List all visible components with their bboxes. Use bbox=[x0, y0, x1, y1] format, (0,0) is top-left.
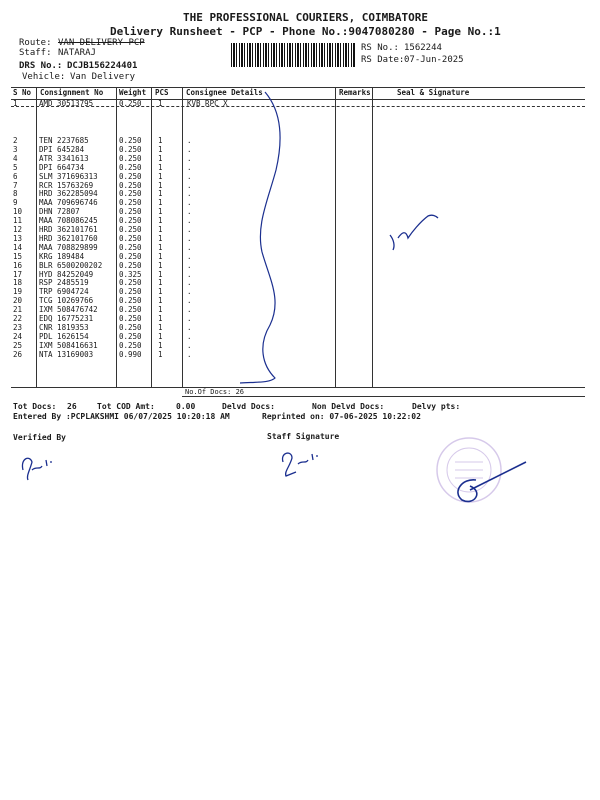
row-weight: 0.250 bbox=[119, 314, 142, 323]
row-sno: 13 bbox=[13, 233, 23, 243]
row-weight: 0.250 bbox=[119, 180, 142, 190]
entered-by: Entered By :PCPLAKSHMI 06/07/2025 10:20:18 AM bbox=[13, 412, 230, 421]
route-label: Route: bbox=[19, 38, 52, 48]
row-sno: 17 bbox=[13, 269, 23, 279]
row-weight: 0.990 bbox=[119, 349, 142, 359]
row-consignment: HRD 362285094 bbox=[39, 189, 98, 199]
row-sno: 1 bbox=[13, 99, 18, 108]
row-consignee-dot: . bbox=[187, 269, 192, 279]
company-title: THE PROFESSIONAL COURIERS, COIMBATORE bbox=[183, 11, 429, 24]
rs-no-value: 1562244 bbox=[404, 43, 442, 53]
row-consignment: TRP 6904724 bbox=[39, 287, 89, 297]
tot-docs-value: 26 bbox=[67, 402, 77, 411]
col-header-weight: Weight bbox=[119, 88, 147, 97]
row-consignment: MAA 708829899 bbox=[39, 242, 98, 252]
row-consignee-dot: . bbox=[187, 287, 192, 297]
row-consignee-dot: . bbox=[187, 198, 192, 208]
no-of-docs: No.Of Docs: 26 bbox=[185, 388, 245, 396]
row-consignment: ATR 3341613 bbox=[39, 153, 89, 163]
row-consignee: KVB RPC X bbox=[187, 99, 228, 108]
row-pcs: 1 bbox=[158, 305, 163, 315]
row-sno: 23 bbox=[13, 322, 23, 332]
row-sno: 2 bbox=[13, 136, 18, 145]
row-sno: 16 bbox=[13, 260, 23, 270]
row-pcs: 1 bbox=[158, 251, 163, 261]
row-consignee-dot: . bbox=[187, 260, 192, 270]
non-delvd-docs-label: Non Delvd Docs: bbox=[312, 402, 385, 411]
row-pcs: 1 bbox=[158, 225, 163, 234]
col-header-consignment: Consignment No bbox=[40, 88, 104, 97]
row-sno: 12 bbox=[13, 225, 23, 234]
row-pcs: 1 bbox=[158, 189, 163, 199]
row-sno: 11 bbox=[13, 216, 23, 226]
row-consignee-dot: . bbox=[187, 136, 192, 145]
row-pcs: 1 bbox=[158, 198, 163, 208]
row-pcs: 1 bbox=[158, 260, 163, 270]
row-weight: 0.250 bbox=[119, 260, 142, 270]
row-consignee-dot: . bbox=[187, 162, 192, 172]
pen-wavy-line bbox=[240, 92, 280, 383]
tot-cod-label: Tot COD Amt: bbox=[97, 402, 155, 411]
row-weight: 0.250 bbox=[119, 198, 142, 208]
row-sno: 9 bbox=[13, 198, 18, 208]
row-pcs: 1 bbox=[158, 242, 163, 252]
row-weight: 0.250 bbox=[119, 216, 142, 226]
row-weight: 0.250 bbox=[119, 171, 142, 181]
row-sno: 20 bbox=[13, 296, 23, 306]
row-consignment: HRD 362101761 bbox=[39, 225, 98, 234]
row-consignment: BLR 6500200202 bbox=[39, 260, 103, 270]
row-weight: 0.250 bbox=[119, 305, 142, 315]
row-consignment: CNR 1819353 bbox=[39, 322, 89, 332]
col-header-consignee: Consignee Details bbox=[186, 88, 263, 97]
seal-stamp bbox=[437, 438, 501, 502]
row-weight: 0.250 bbox=[119, 233, 142, 243]
row-sno: 19 bbox=[13, 287, 23, 297]
tot-cod-value: 0.00 bbox=[176, 402, 196, 411]
delvy-pts-label: Delvy pts: bbox=[412, 402, 461, 411]
reprinted-on: Reprinted on: 07-06-2025 10:22:02 bbox=[262, 412, 421, 421]
drs-value: DCJB156224401 bbox=[67, 61, 138, 71]
row-weight: 0.250 bbox=[119, 331, 142, 341]
row-pcs: 1 bbox=[158, 287, 163, 297]
staff-signature bbox=[283, 453, 318, 476]
row-pcs: 1 bbox=[158, 180, 163, 190]
row-consignee-dot: . bbox=[187, 242, 192, 252]
row-consignee-dot: . bbox=[187, 207, 192, 217]
row-weight: 0.250 bbox=[119, 225, 142, 234]
row-consignment: DPI 664734 bbox=[39, 162, 85, 172]
rs-date-label: RS Date: bbox=[361, 55, 405, 65]
row-consignee-dot: . bbox=[187, 171, 192, 181]
verified-by-label: Verified By bbox=[13, 433, 66, 442]
row-sno: 18 bbox=[13, 278, 23, 288]
runsheet-subtitle: Delivery Runsheet - PCP - Phone No.:9047080280 - Page No.:1 bbox=[110, 25, 501, 38]
col-header-pcs: PCS bbox=[155, 88, 169, 97]
row-weight: 0.250 bbox=[119, 136, 142, 145]
row-consignment: TCG 10269766 bbox=[39, 296, 94, 306]
row-pcs: 1 bbox=[158, 144, 163, 154]
row-consignee-dot: . bbox=[187, 340, 192, 350]
row-consignment: RSP 2485519 bbox=[39, 278, 89, 288]
row-consignment: PDL 1626154 bbox=[39, 331, 89, 341]
row-weight: 0.250 bbox=[119, 251, 142, 261]
staff-value: NATARAJ bbox=[58, 48, 96, 58]
delvd-docs-label: Delvd Docs: bbox=[222, 402, 275, 411]
row-consignment: HYD 84252049 bbox=[39, 269, 94, 279]
row-sno: 26 bbox=[13, 349, 23, 359]
row-consignment: IXM 508416631 bbox=[39, 340, 98, 350]
drs-label: DRS No.: bbox=[19, 61, 63, 71]
row-consignee-dot: . bbox=[187, 233, 192, 243]
row-weight: 0.250 bbox=[119, 287, 142, 297]
row-sno: 25 bbox=[13, 340, 23, 350]
row-consignee-dot: . bbox=[187, 314, 192, 323]
row-pcs: 1 bbox=[158, 233, 163, 243]
row-consignee-dot: . bbox=[187, 225, 192, 234]
route-value: VAN DELIVERY PCP bbox=[58, 38, 145, 48]
col-header-seal: Seal & Signature bbox=[397, 88, 470, 97]
row-consignee-dot: . bbox=[187, 331, 192, 341]
row-consignment: MAA 708086245 bbox=[39, 216, 98, 226]
row-consignee-dot: . bbox=[187, 153, 192, 163]
row-consignment: AMD 30513795 bbox=[39, 99, 94, 108]
row-sno: 24 bbox=[13, 331, 23, 341]
row-weight: 0.250 bbox=[119, 207, 142, 217]
row-pcs: 1 bbox=[158, 153, 163, 163]
row-weight: 0.250 bbox=[119, 153, 142, 163]
row-weight: 0.250 bbox=[119, 189, 142, 199]
row-pcs: 1 bbox=[158, 331, 163, 341]
row-sno: 6 bbox=[13, 171, 18, 181]
row-consignment: TEN 2237685 bbox=[39, 136, 89, 145]
row-pcs: 1 bbox=[158, 136, 163, 145]
col-header-sno: S No bbox=[13, 88, 32, 97]
row-pcs: 1 bbox=[158, 314, 163, 323]
row-sno: 15 bbox=[13, 251, 23, 261]
tot-docs-label: Tot Docs: bbox=[13, 402, 57, 411]
row-consignment: KRG 189484 bbox=[39, 251, 85, 261]
row-consignee-dot: . bbox=[187, 216, 192, 226]
row-consignment: HRD 362101760 bbox=[39, 233, 98, 243]
row-sno: 4 bbox=[13, 153, 18, 163]
row-weight: 0.250 bbox=[119, 296, 142, 306]
row-consignee-dot: . bbox=[187, 349, 192, 359]
pen-check-mark bbox=[390, 215, 438, 250]
row-sno: 3 bbox=[13, 144, 18, 154]
row-sno: 5 bbox=[13, 162, 18, 172]
rs-no-label: RS No.: bbox=[361, 43, 399, 53]
row-consignee-dot: . bbox=[187, 296, 192, 306]
row-pcs: 1 bbox=[158, 99, 163, 108]
row-consignee-dot: . bbox=[187, 180, 192, 190]
row-weight: 0.250 bbox=[119, 242, 142, 252]
row-pcs: 1 bbox=[158, 278, 163, 288]
row-consignment: EDQ 16775231 bbox=[39, 314, 94, 323]
row-consignee-dot: . bbox=[187, 251, 192, 261]
row-pcs: 1 bbox=[158, 322, 163, 332]
row-pcs: 1 bbox=[158, 216, 163, 226]
row-weight: 0.250 bbox=[119, 340, 142, 350]
row-pcs: 1 bbox=[158, 207, 163, 217]
row-sno: 7 bbox=[13, 180, 18, 190]
row-consignment: IXM 508476742 bbox=[39, 305, 98, 315]
row-weight: 0.250 bbox=[119, 322, 142, 332]
row-weight: 0.250 bbox=[119, 144, 142, 154]
col-header-remarks: Remarks bbox=[339, 88, 371, 97]
row-pcs: 1 bbox=[158, 162, 163, 172]
row-consignment: DPI 645284 bbox=[39, 144, 85, 154]
seal-signature bbox=[458, 462, 526, 501]
row-sno: 8 bbox=[13, 189, 18, 199]
row-consignee-dot: . bbox=[187, 189, 192, 199]
row-consignment: DHN 72807 bbox=[39, 207, 80, 217]
row-weight: 0.250 bbox=[119, 99, 142, 108]
row-pcs: 1 bbox=[158, 269, 163, 279]
row-pcs: 1 bbox=[158, 349, 163, 359]
row-consignment: NTA 13169003 bbox=[39, 349, 94, 359]
row-sno: 10 bbox=[13, 207, 23, 217]
row-consignment: SLM 371696313 bbox=[39, 171, 98, 181]
row-sno: 22 bbox=[13, 314, 23, 323]
staff-signature-label: Staff Signature bbox=[267, 432, 340, 441]
row-weight: 0.325 bbox=[119, 269, 142, 279]
row-pcs: 1 bbox=[158, 171, 163, 181]
row-sno: 14 bbox=[13, 242, 23, 252]
row-weight: 0.250 bbox=[119, 278, 142, 288]
verified-signature bbox=[22, 458, 52, 480]
row-pcs: 1 bbox=[158, 340, 163, 350]
row-consignee-dot: . bbox=[187, 322, 192, 332]
vehicle-value: Van Delivery bbox=[70, 72, 136, 82]
staff-label: Staff: bbox=[19, 48, 52, 58]
row-consignment: RCR 15763269 bbox=[39, 180, 94, 190]
row-consignee-dot: . bbox=[187, 305, 192, 315]
row-consignee-dot: . bbox=[187, 278, 192, 288]
rs-date-value: 07-Jun-2025 bbox=[404, 55, 464, 65]
vehicle-label: Vehicle: bbox=[22, 72, 66, 82]
row-sno: 21 bbox=[13, 305, 23, 315]
row-weight: 0.250 bbox=[119, 162, 142, 172]
row-consignee-dot: . bbox=[187, 144, 192, 154]
row-consignment: MAA 709696746 bbox=[39, 198, 98, 208]
row-pcs: 1 bbox=[158, 296, 163, 306]
